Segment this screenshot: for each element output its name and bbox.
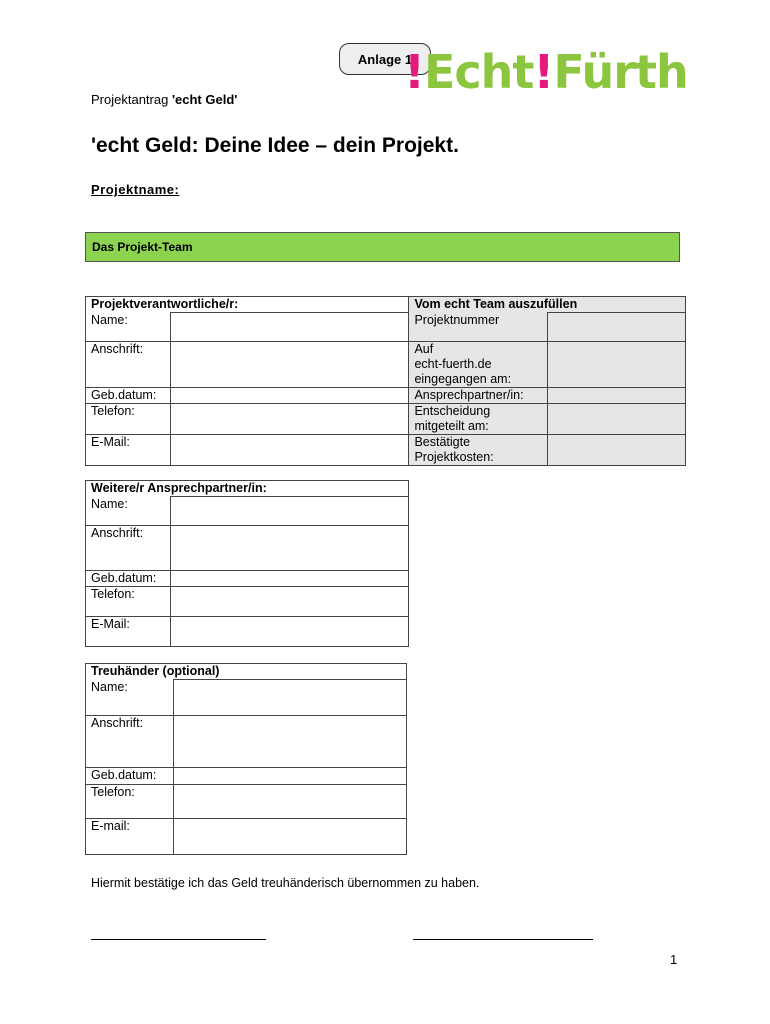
contact2-birth-label: Geb.datum: (86, 571, 171, 587)
trustee-heading: Treuhänder (optional) (86, 664, 407, 680)
page-title: 'echt Geld: Deine Idee – dein Projekt. (91, 134, 459, 157)
office-project-number-field[interactable] (548, 313, 686, 342)
logo-exclamation-2: ! (533, 45, 554, 99)
contact2-address-field[interactable] (170, 526, 408, 571)
costs-line-1: Bestätigte (414, 435, 471, 449)
team-section-bar (85, 232, 680, 262)
received-line-3: eingegangen am: (414, 372, 512, 386)
lead-phone-field[interactable] (170, 404, 408, 435)
lead-address-field[interactable] (170, 342, 408, 388)
lead-table (85, 296, 686, 466)
office-costs-label (409, 435, 548, 466)
echt-fuerth-logo (404, 44, 688, 100)
costs-line-2: Projektkosten: (414, 450, 494, 464)
trustee-confirmation: Hiermit bestätige ich das Geld treuhänderisch übernommen zu haben. (91, 876, 480, 890)
decision-line-2: mitgeteilt am: (414, 419, 489, 433)
office-contact-field[interactable] (548, 388, 686, 404)
trustee-phone-label: Telefon: (86, 785, 174, 819)
logo-word-fuerth: Fürth (553, 45, 688, 99)
trustee-email-field[interactable] (173, 819, 406, 855)
office-decision-label (409, 404, 548, 435)
office-contact-label: Ansprechpartner/in: (409, 388, 548, 404)
logo-word-echt: Echt (423, 45, 534, 99)
team-section-title: Das Projekt-Team (92, 240, 193, 254)
contact2-email-label: E-Mail: (86, 617, 171, 647)
lead-name-label: Name: (86, 313, 171, 342)
logo-exclamation: ! (404, 45, 424, 99)
lead-name-field[interactable] (170, 313, 408, 342)
contact2-heading: Weitere/r Ansprechpartner/in: (86, 481, 409, 497)
signature-line-right[interactable] (413, 939, 593, 940)
lead-heading: Projektverantwortliche/r: (86, 297, 409, 313)
contact2-email-field[interactable] (170, 617, 408, 647)
project-name-label: Projektname: (91, 182, 180, 197)
document-subtitle (91, 92, 237, 107)
trustee-birth-label: Geb.datum: (86, 768, 174, 785)
decision-line-1: Entscheidung (414, 404, 491, 418)
lead-birth-field[interactable] (170, 388, 408, 404)
office-received-label (409, 342, 548, 388)
anlage-badge: Anlage 1 (339, 43, 431, 75)
lead-email-field[interactable] (170, 435, 408, 466)
lead-birth-label: Geb.datum: (86, 388, 171, 404)
contact2-phone-label: Telefon: (86, 587, 171, 617)
trustee-name-label: Name: (86, 680, 174, 716)
lead-address-label: Anschrift: (86, 342, 171, 388)
office-decision-field[interactable] (548, 404, 686, 435)
contact2-address-label: Anschrift: (86, 526, 171, 571)
trustee-address-label: Anschrift: (86, 716, 174, 768)
lead-phone-label: Telefon: (86, 404, 171, 435)
received-line-2: echt-fuerth.de (414, 357, 492, 371)
subtitle-bold: 'echt Geld' (171, 92, 238, 107)
trustee-phone-field[interactable] (173, 785, 406, 819)
received-line-1: Auf (414, 342, 434, 356)
trustee-name-field[interactable] (173, 680, 406, 716)
trustee-email-label: E-mail: (86, 819, 174, 855)
trustee-address-field[interactable] (173, 716, 406, 768)
lead-email-label: E-Mail: (86, 435, 171, 466)
trustee-birth-field[interactable] (173, 768, 406, 785)
trustee-table (85, 663, 407, 855)
contact2-phone-field[interactable] (170, 587, 408, 617)
page-number: 1 (670, 952, 678, 967)
office-heading: Vom echt Team auszufüllen (409, 297, 686, 313)
signature-line-left[interactable] (91, 939, 266, 940)
subtitle-prefix: Projektantrag (91, 92, 172, 107)
office-project-number-label: Projektnummer (409, 313, 548, 342)
contact2-name-field[interactable] (170, 497, 408, 526)
contact2-table (85, 480, 409, 647)
contact2-name-label: Name: (86, 497, 171, 526)
contact2-birth-field[interactable] (170, 571, 408, 587)
office-costs-field[interactable] (548, 435, 686, 466)
office-received-field[interactable] (548, 342, 686, 388)
